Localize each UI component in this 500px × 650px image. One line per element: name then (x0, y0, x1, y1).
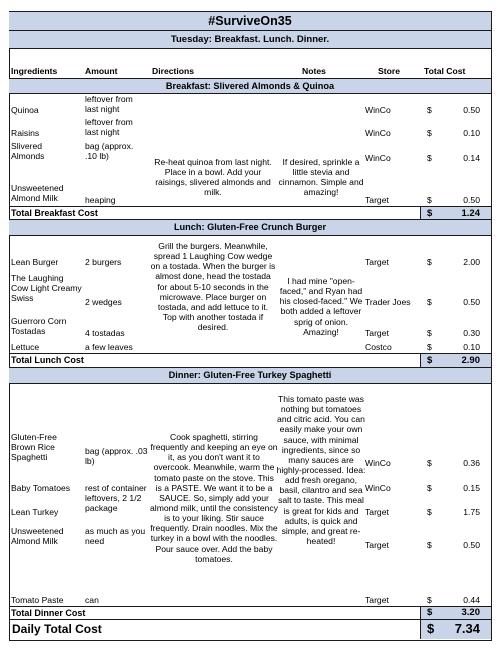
dinner-heading-band (9, 368, 491, 383)
breakfast-cost: 0.14 (463, 153, 480, 163)
lunch-ingredient: Lean Burger (11, 257, 59, 267)
lunch-total-label: Total Lunch Cost (11, 355, 84, 365)
breakfast-cost: 0.10 (463, 128, 480, 138)
breakfast-currency: $ (427, 195, 432, 205)
column-header-directions: Directions (152, 66, 195, 76)
breakfast-store: Target (365, 195, 389, 205)
breakfast-currency: $ (427, 105, 432, 115)
breakfast-cost: 0.50 (463, 195, 480, 205)
dinner-cost: 0.44 (463, 595, 480, 605)
lunch-amount: a few leaves (85, 342, 133, 352)
dinner-ingredient: Unsweetened Almond Milk (11, 526, 64, 547)
column-header-ingredients: Ingredients (11, 66, 58, 76)
dinner-store: WinCo (365, 458, 391, 468)
breakfast-heading-band (9, 79, 491, 93)
dinner-heading: Dinner: Gluten-Free Turkey Spaghetti (168, 370, 332, 381)
dinner-total-currency: $ (427, 607, 433, 618)
dinner-amount: can (85, 595, 99, 605)
lunch-heading-band (9, 220, 491, 235)
dinner-cost: 0.36 (463, 458, 480, 468)
dinner-store: Target (365, 507, 389, 517)
breakfast-currency: $ (427, 128, 432, 138)
lunch-cost: 0.30 (463, 328, 480, 338)
daily-total-currency: $ (427, 621, 435, 636)
lunch-cost: 0.10 (463, 342, 480, 352)
lunch-currency: $ (427, 328, 432, 338)
divider (9, 353, 491, 354)
dinner-currency: $ (427, 458, 432, 468)
divider (9, 235, 491, 236)
breakfast-total-currency: $ (427, 208, 433, 219)
lunch-ingredient: Lettuce (11, 342, 40, 352)
lunch-amount: 2 wedges (85, 297, 122, 307)
lunch-store: Trader Joes (365, 297, 411, 307)
divider (9, 383, 491, 384)
divider (9, 48, 491, 49)
title-band (9, 12, 491, 30)
lunch-total-value: 2.90 (461, 355, 480, 366)
dinner-store: Target (365, 540, 389, 550)
dinner-notes: This tomato paste was nothing but tomatoes and citric acid. You can easily make your own sauce, with minimal ingredients, since so many sauces are highly-processed. Idea: add fresh oregano, basil, cilantro and sea salt to taste. This meal is great for kids and adults, is quick and simple, and great re-heated! (276, 394, 366, 546)
lunch-heading: Lunch: Gluten-Free Crunch Burger (173, 222, 327, 233)
page-title: #SurviveOn35 (208, 13, 292, 28)
dinner-cost: 0.15 (463, 483, 480, 493)
column-header-total-cost: Total Cost (424, 66, 466, 76)
breakfast-ingredient: Raisins (11, 128, 40, 138)
breakfast-ingredient: Quinoa (11, 105, 39, 115)
breakfast-cost: 0.50 (463, 105, 480, 115)
breakfast-directions: Re-heat quinoa from last night. Place in a bowl. Add your raisings, slivered almonds and milk. (154, 157, 272, 198)
breakfast-store: WinCo (365, 128, 391, 138)
dinner-cost: 1.75 (463, 507, 480, 517)
lunch-currency: $ (427, 297, 432, 307)
dinner-currency: $ (427, 540, 432, 550)
column-header-store: Store (378, 66, 400, 76)
page-subtitle: Tuesday: Breakfast. Lunch. Dinner. (170, 33, 330, 45)
lunch-total-currency: $ (427, 355, 433, 366)
dinner-amount: bag (approx. .03 lb) (85, 446, 148, 467)
dinner-currency: $ (427, 483, 432, 493)
dinner-ingredient: Lean Turkey (11, 507, 59, 517)
lunch-cost: 0.50 (463, 297, 480, 307)
divider (9, 30, 491, 31)
cost-column-border (420, 207, 421, 219)
dinner-directions: Cook spaghetti, stirring frequently and keeping an eye on it, as you don't want it to overcook. Meanwhile, warm the tomato paste on the stove. This is a PASTE. We want it to be a SAUCE. So, simply add your almond milk, until the consistency is to your liking. Stir sauce frequently. Drain noodles. Mix the turkey in a bowl with the noodles. Pour sauce over. Add the baby tomatoes. (150, 432, 279, 564)
lunch-store: Target (365, 257, 389, 267)
dinner-currency: $ (427, 507, 432, 517)
breakfast-amount: leftover from last night (85, 117, 133, 138)
breakfast-total-label: Total Breakfast Cost (11, 208, 98, 218)
breakfast-amount: leftover from last night (85, 94, 133, 115)
divider (9, 619, 491, 620)
cost-column-border (420, 607, 421, 639)
dinner-currency: $ (427, 595, 432, 605)
lunch-ingredient: Guerroro Corn Tostadas (11, 316, 67, 337)
breakfast-heading: Breakfast: Slivered Almonds & Quinoa (165, 80, 335, 91)
lunch-amount: 2 burgers (85, 257, 122, 267)
breakfast-ingredient: Unsweetened Almond Milk (11, 183, 64, 204)
lunch-ingredient: The Laughing Cow Light Creamy Swiss (11, 273, 82, 304)
breakfast-store: WinCo (365, 153, 391, 163)
daily-total-label: Daily Total Cost (12, 622, 102, 636)
lunch-currency: $ (427, 342, 432, 352)
dinner-store: Target (365, 595, 389, 605)
column-header-amount: Amount (85, 66, 118, 76)
dinner-total-label: Total Dinner Cost (11, 608, 86, 618)
dinner-ingredient: Gluten-Free Brown Rice Spaghetti (11, 432, 57, 463)
dinner-amount: rest of container leftovers, 2 1/2 package (85, 483, 147, 514)
dinner-ingredient: Tomato Paste (11, 595, 64, 605)
breakfast-notes: If desired, sprinkle a little stevia and cinnamon. Simple and amazing! (278, 157, 364, 198)
lunch-store: Target (365, 328, 389, 338)
breakfast-total-value: 1.24 (461, 208, 480, 219)
lunch-currency: $ (427, 257, 432, 267)
breakfast-amount: heaping (85, 195, 116, 205)
lunch-amount: 4 tostadas (85, 328, 125, 338)
lunch-notes: I had mine "open-faced," and Ryan had his closed-faced." We both added a leftover sprig of onion. Amazing! (279, 276, 363, 337)
breakfast-amount: bag (approx. .10 lb) (85, 141, 134, 162)
daily-total-value: 7.34 (454, 621, 480, 636)
dinner-store: WinCo (365, 483, 391, 493)
subtitle-band (9, 31, 491, 48)
cost-column-border (420, 354, 421, 367)
dinner-total-value: 3.20 (461, 607, 480, 618)
dinner-ingredient: Baby Tomatoes (11, 483, 71, 493)
lunch-cost: 2.00 (463, 257, 480, 267)
breakfast-store: WinCo (365, 105, 391, 115)
breakfast-ingredient: Slivered Almonds (11, 141, 45, 162)
breakfast-currency: $ (427, 153, 432, 163)
divider (9, 93, 491, 94)
dinner-amount: as much as you need (85, 526, 146, 547)
column-header-notes: Notes (302, 66, 326, 76)
lunch-store: Costco (365, 342, 392, 352)
dinner-cost: 0.50 (463, 540, 480, 550)
divider (9, 206, 491, 207)
lunch-directions: Grill the burgers. Meanwhile, spread 1 Laughing Cow wedge on a tostada. When the burger is almost done, head the tostada for about 5-10 seconds in the microwave. Place burger on tostada, and add lettuce to it. Top with another tostada if desired. (150, 241, 276, 333)
divider (9, 606, 491, 607)
